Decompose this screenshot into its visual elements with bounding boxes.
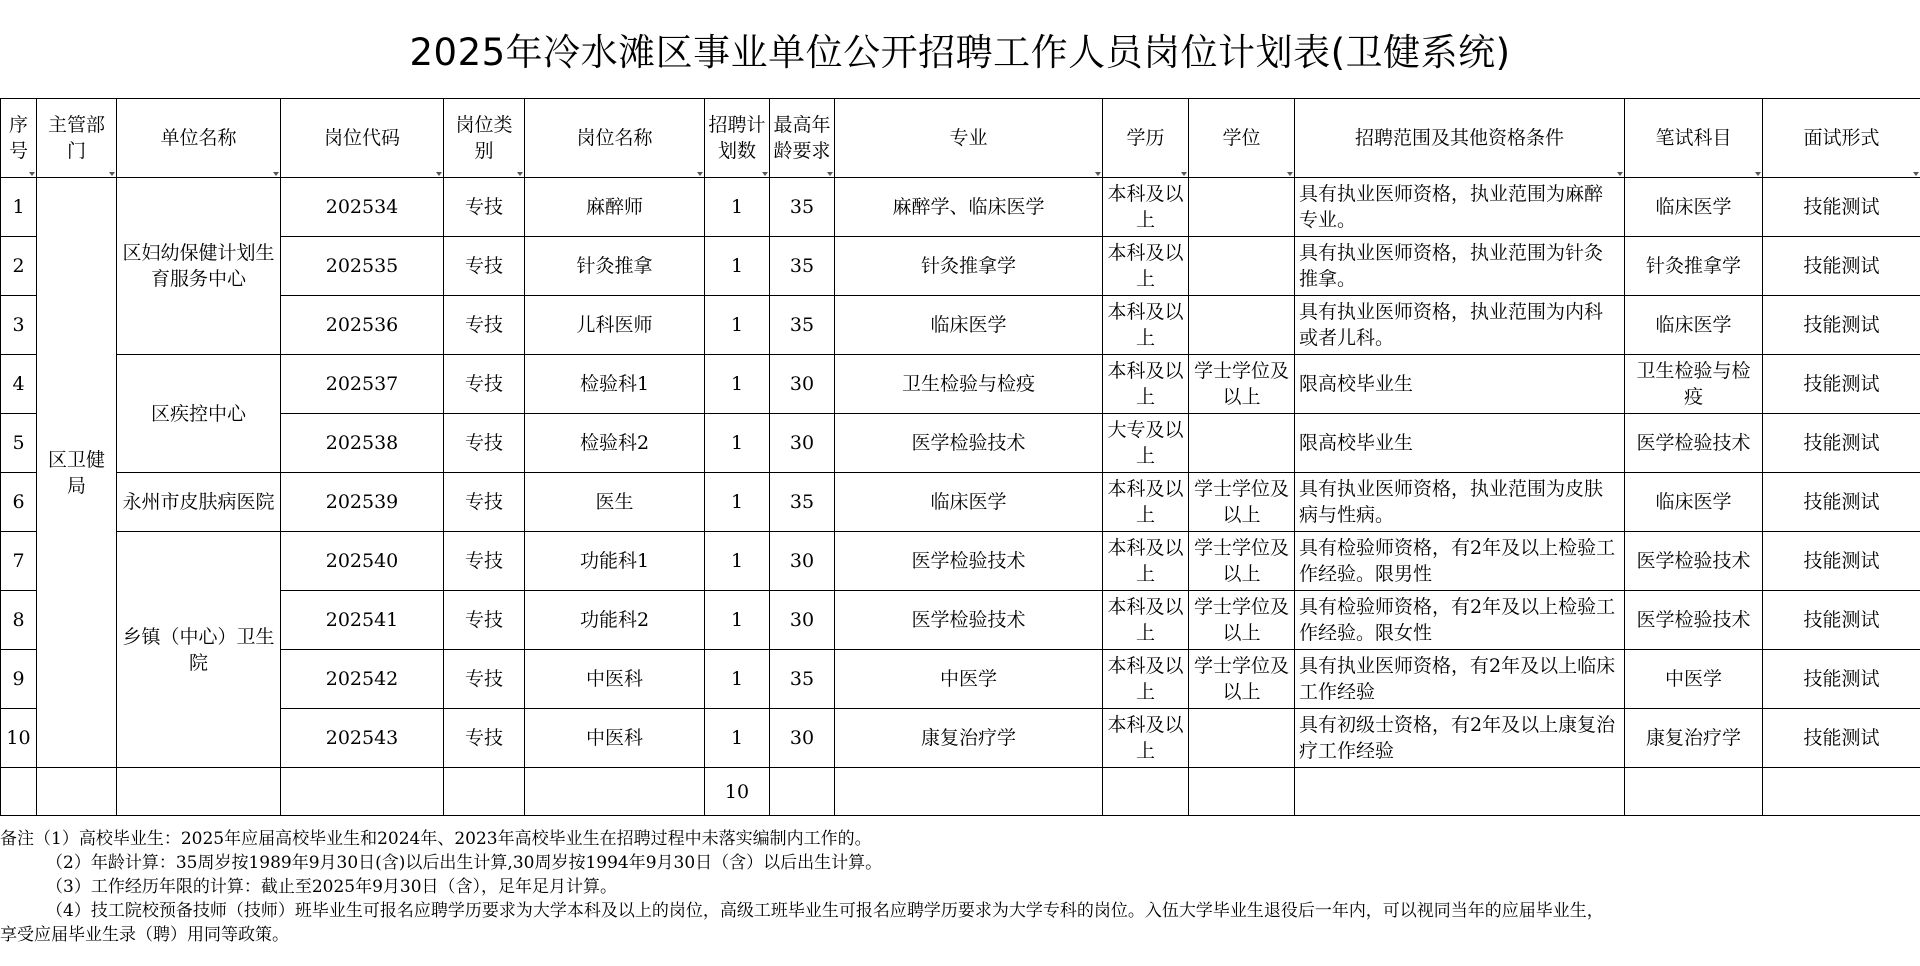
- cell-plan[interactable]: 1: [705, 178, 770, 237]
- cell-seq[interactable]: 10: [1, 709, 37, 768]
- table-row: [1, 237, 1920, 296]
- cell-empty[interactable]: [835, 768, 1103, 816]
- total-row: [1, 768, 1920, 816]
- note-line: （4）技工院校预备技师（技师）班毕业生可报名应聘学历要求为大学本科及以上的岗位，高级工班毕业生可报名应聘学历要求为大学专科的岗位。入伍大学毕业生退役后一年内，可以视同当年的应届毕业生，: [46, 901, 1604, 921]
- cell-exam[interactable]: 医学检验技术: [1625, 532, 1763, 591]
- filter-dropdown-icon[interactable]: [1181, 172, 1187, 176]
- cell-total-plan[interactable]: 10: [705, 768, 770, 816]
- cell-category[interactable]: 专技: [444, 237, 525, 296]
- cell-edu[interactable]: 本科及以上: [1103, 473, 1189, 532]
- filter-dropdown-icon[interactable]: [827, 172, 833, 176]
- cell-age[interactable]: 35: [770, 178, 835, 237]
- table-row: [1, 709, 1920, 768]
- cell-post[interactable]: 麻醉师: [525, 178, 705, 237]
- cell-post[interactable]: 中医科: [525, 709, 705, 768]
- cell-interview[interactable]: 技能测试: [1763, 178, 1920, 237]
- cell-major[interactable]: 中医学: [835, 650, 1103, 709]
- cell-interview[interactable]: 技能测试: [1763, 414, 1920, 473]
- table-row: [1, 178, 1920, 237]
- cell-plan[interactable]: 1: [705, 355, 770, 414]
- table-row: [1, 532, 1920, 591]
- cell-cond[interactable]: 具有执业医师资格，执业范围为皮肤病与性病。: [1295, 473, 1625, 532]
- cell-cond[interactable]: 具有检验师资格，有2年及以上检验工作经验。限女性: [1295, 591, 1625, 650]
- cell-seq[interactable]: 5: [1, 414, 37, 473]
- cell-interview[interactable]: 技能测试: [1763, 473, 1920, 532]
- cell-post[interactable]: 功能科1: [525, 532, 705, 591]
- page-title: 2025年冷水滩区事业单位公开招聘工作人员岗位计划表(卫健系统): [409, 31, 1511, 74]
- cell-exam[interactable]: 针灸推拿学: [1625, 237, 1763, 296]
- header-seq[interactable]: 序号: [1, 99, 37, 178]
- cell-plan[interactable]: 1: [705, 237, 770, 296]
- cell-exam[interactable]: 临床医学: [1625, 178, 1763, 237]
- cell-degree[interactable]: 学士学位及以上: [1189, 591, 1295, 650]
- table-row: [1, 355, 1920, 414]
- cell-unit[interactable]: 乡镇（中心）卫生院: [117, 532, 281, 768]
- cell-post[interactable]: 针灸推拿: [525, 237, 705, 296]
- header-exam[interactable]: 笔试科目: [1625, 99, 1763, 178]
- cell-plan[interactable]: 1: [705, 709, 770, 768]
- filter-dropdown-icon[interactable]: [109, 172, 115, 176]
- header-dept[interactable]: 主管部门: [37, 99, 117, 178]
- cell-empty[interactable]: [1189, 768, 1295, 816]
- cell-age[interactable]: 30: [770, 355, 835, 414]
- cell-edu[interactable]: 本科及以上: [1103, 532, 1189, 591]
- header-code[interactable]: 岗位代码: [281, 99, 444, 178]
- cell-empty[interactable]: [1103, 768, 1189, 816]
- cell-code[interactable]: 202540: [281, 532, 444, 591]
- cell-cond[interactable]: 限高校毕业生: [1295, 355, 1625, 414]
- header-category[interactable]: 岗位类别: [444, 99, 525, 178]
- filter-dropdown-icon[interactable]: [762, 172, 768, 176]
- table-row: [1, 591, 1920, 650]
- cell-major[interactable]: 临床医学: [835, 296, 1103, 355]
- cell-post[interactable]: 医生: [525, 473, 705, 532]
- cell-post[interactable]: 中医科: [525, 650, 705, 709]
- cell-age[interactable]: 35: [770, 650, 835, 709]
- cell-category[interactable]: 专技: [444, 178, 525, 237]
- cell-exam[interactable]: 中医学: [1625, 650, 1763, 709]
- cell-degree[interactable]: 学士学位及以上: [1189, 532, 1295, 591]
- cell-category[interactable]: 专技: [444, 414, 525, 473]
- cell-major[interactable]: 医学检验技术: [835, 591, 1103, 650]
- note-line: 享受应届毕业生录（聘）用同等政策。: [0, 925, 289, 945]
- cell-empty[interactable]: [1, 768, 37, 816]
- cell-interview[interactable]: 技能测试: [1763, 709, 1920, 768]
- footnotes: [0, 827, 1920, 947]
- cell-degree[interactable]: [1189, 414, 1295, 473]
- cell-seq[interactable]: 7: [1, 532, 37, 591]
- table-row: [1, 650, 1920, 709]
- cell-plan[interactable]: 1: [705, 591, 770, 650]
- cell-code[interactable]: 202539: [281, 473, 444, 532]
- cell-empty[interactable]: [281, 768, 444, 816]
- cell-empty[interactable]: [444, 768, 525, 816]
- cell-unit[interactable]: 区妇幼保健计划生育服务中心: [117, 178, 281, 355]
- filter-dropdown-icon[interactable]: [273, 172, 279, 176]
- cell-empty[interactable]: [1763, 768, 1920, 816]
- cell-cond[interactable]: 限高校毕业生: [1295, 414, 1625, 473]
- cell-category[interactable]: 专技: [444, 591, 525, 650]
- filter-dropdown-icon[interactable]: [697, 172, 703, 176]
- cell-cond[interactable]: 具有初级士资格，有2年及以上康复治疗工作经验: [1295, 709, 1625, 768]
- cell-interview[interactable]: 技能测试: [1763, 296, 1920, 355]
- cell-seq[interactable]: 2: [1, 237, 37, 296]
- cell-age[interactable]: 30: [770, 709, 835, 768]
- cell-plan[interactable]: 1: [705, 650, 770, 709]
- cell-interview[interactable]: 技能测试: [1763, 591, 1920, 650]
- header-degree[interactable]: 学位: [1189, 99, 1295, 178]
- cell-age[interactable]: 35: [770, 296, 835, 355]
- cell-edu[interactable]: 本科及以上: [1103, 650, 1189, 709]
- cell-unit[interactable]: 永州市皮肤病医院: [117, 473, 281, 532]
- cell-degree[interactable]: [1189, 709, 1295, 768]
- header-interview[interactable]: 面试形式: [1763, 99, 1920, 178]
- table-row: [1, 296, 1920, 355]
- cell-seq[interactable]: 4: [1, 355, 37, 414]
- filter-dropdown-icon[interactable]: [1287, 172, 1293, 176]
- cell-seq[interactable]: 9: [1, 650, 37, 709]
- cell-exam[interactable]: 临床医学: [1625, 473, 1763, 532]
- cell-empty[interactable]: [117, 768, 281, 816]
- cell-exam[interactable]: 医学检验技术: [1625, 414, 1763, 473]
- table-row: [1, 473, 1920, 532]
- table-row: [1, 414, 1920, 473]
- cell-degree[interactable]: [1189, 237, 1295, 296]
- header-edu[interactable]: 学历: [1103, 99, 1189, 178]
- header-age[interactable]: 最高年龄要求: [770, 99, 835, 178]
- cell-code[interactable]: 202542: [281, 650, 444, 709]
- header-plan[interactable]: 招聘计划数: [705, 99, 770, 178]
- cell-degree[interactable]: [1189, 178, 1295, 237]
- cell-degree[interactable]: 学士学位及以上: [1189, 650, 1295, 709]
- cell-category[interactable]: 专技: [444, 473, 525, 532]
- cell-edu[interactable]: 本科及以上: [1103, 296, 1189, 355]
- header-post[interactable]: 岗位名称: [525, 99, 705, 178]
- cell-empty[interactable]: [1295, 768, 1625, 816]
- filter-dropdown-icon[interactable]: [29, 172, 35, 176]
- cell-category[interactable]: 专技: [444, 296, 525, 355]
- filter-dropdown-icon[interactable]: [1913, 172, 1919, 176]
- cell-major[interactable]: 医学检验技术: [835, 532, 1103, 591]
- cell-major[interactable]: 临床医学: [835, 473, 1103, 532]
- cell-category[interactable]: 专技: [444, 650, 525, 709]
- cell-edu[interactable]: 本科及以上: [1103, 178, 1189, 237]
- cell-plan[interactable]: 1: [705, 473, 770, 532]
- cell-dept[interactable]: 区卫健局: [37, 178, 117, 768]
- cell-code[interactable]: 202536: [281, 296, 444, 355]
- cell-edu[interactable]: 大专及以上: [1103, 414, 1189, 473]
- cell-plan[interactable]: 1: [705, 532, 770, 591]
- cell-degree[interactable]: [1189, 296, 1295, 355]
- header-row: [1, 99, 1920, 178]
- cell-unit[interactable]: 区疾控中心: [117, 355, 281, 473]
- header-major[interactable]: 专业: [835, 99, 1103, 178]
- cell-interview[interactable]: 技能测试: [1763, 237, 1920, 296]
- cell-plan[interactable]: 1: [705, 414, 770, 473]
- cell-seq[interactable]: 8: [1, 591, 37, 650]
- cell-cond[interactable]: 具有执业医师资格，执业范围为内科或者儿科。: [1295, 296, 1625, 355]
- cell-edu[interactable]: 本科及以上: [1103, 709, 1189, 768]
- note-line: （3）工作经历年限的计算：截止至2025年9月30日（含），足年足月计算。: [46, 877, 618, 897]
- cell-seq[interactable]: 6: [1, 473, 37, 532]
- cell-cond[interactable]: 具有执业医师资格，执业范围为麻醉专业。: [1295, 178, 1625, 237]
- cell-major[interactable]: 卫生检验与检疫: [835, 355, 1103, 414]
- cell-post[interactable]: 检验科1: [525, 355, 705, 414]
- cell-post[interactable]: 检验科2: [525, 414, 705, 473]
- cell-code[interactable]: 202541: [281, 591, 444, 650]
- position-plan-table: [0, 98, 1920, 816]
- cell-empty[interactable]: [1625, 768, 1763, 816]
- cell-exam[interactable]: 康复治疗学: [1625, 709, 1763, 768]
- cell-code[interactable]: 202538: [281, 414, 444, 473]
- cell-age[interactable]: 30: [770, 414, 835, 473]
- cell-code[interactable]: 202535: [281, 237, 444, 296]
- filter-dropdown-icon[interactable]: [1755, 172, 1761, 176]
- cell-code[interactable]: 202534: [281, 178, 444, 237]
- cell-cond[interactable]: 具有执业医师资格，有2年及以上临床工作经验: [1295, 650, 1625, 709]
- cell-degree[interactable]: 学士学位及以上: [1189, 355, 1295, 414]
- cell-major[interactable]: 康复治疗学: [835, 709, 1103, 768]
- header-unit[interactable]: 单位名称: [117, 99, 281, 178]
- cell-empty[interactable]: [770, 768, 835, 816]
- cell-code[interactable]: 202537: [281, 355, 444, 414]
- cell-edu[interactable]: 本科及以上: [1103, 237, 1189, 296]
- cell-cond[interactable]: 具有检验师资格，有2年及以上检验工作经验。限男性: [1295, 532, 1625, 591]
- cell-age[interactable]: 30: [770, 591, 835, 650]
- cell-age[interactable]: 35: [770, 237, 835, 296]
- cell-age[interactable]: 30: [770, 532, 835, 591]
- cell-edu[interactable]: 本科及以上: [1103, 355, 1189, 414]
- cell-seq[interactable]: 3: [1, 296, 37, 355]
- cell-exam[interactable]: 医学检验技术: [1625, 591, 1763, 650]
- header-cond[interactable]: 招聘范围及其他资格条件: [1295, 99, 1625, 178]
- cell-edu[interactable]: 本科及以上: [1103, 591, 1189, 650]
- cell-exam[interactable]: 卫生检验与检疫: [1625, 355, 1763, 414]
- cell-cond[interactable]: 具有执业医师资格，执业范围为针灸推拿。: [1295, 237, 1625, 296]
- cell-category[interactable]: 专技: [444, 355, 525, 414]
- cell-code[interactable]: 202543: [281, 709, 444, 768]
- cell-category[interactable]: 专技: [444, 532, 525, 591]
- cell-seq[interactable]: 1: [1, 178, 37, 237]
- cell-interview[interactable]: 技能测试: [1763, 355, 1920, 414]
- filter-dropdown-icon[interactable]: [1617, 172, 1623, 176]
- cell-major[interactable]: 麻醉学、临床医学: [835, 178, 1103, 237]
- cell-age[interactable]: 35: [770, 473, 835, 532]
- filter-dropdown-icon[interactable]: [436, 172, 442, 176]
- cell-exam[interactable]: 临床医学: [1625, 296, 1763, 355]
- cell-major[interactable]: 医学检验技术: [835, 414, 1103, 473]
- note-line: （2）年龄计算：35周岁按1989年9月30日(含)以后出生计算,30周岁按1994年9月30日（含）以后出生计算。: [46, 853, 883, 873]
- filter-dropdown-icon[interactable]: [517, 172, 523, 176]
- filter-dropdown-icon[interactable]: [1095, 172, 1101, 176]
- note-line: 备注（1）高校毕业生：2025年应届高校毕业生和2024年、2023年高校毕业生在招聘过程中未落实编制内工作的。: [0, 829, 872, 849]
- cell-empty[interactable]: [525, 768, 705, 816]
- cell-category[interactable]: 专技: [444, 709, 525, 768]
- cell-interview[interactable]: 技能测试: [1763, 532, 1920, 591]
- cell-interview[interactable]: 技能测试: [1763, 650, 1920, 709]
- cell-plan[interactable]: 1: [705, 296, 770, 355]
- cell-degree[interactable]: 学士学位及以上: [1189, 473, 1295, 532]
- cell-post[interactable]: 儿科医师: [525, 296, 705, 355]
- cell-post[interactable]: 功能科2: [525, 591, 705, 650]
- cell-empty[interactable]: [37, 768, 117, 816]
- cell-major[interactable]: 针灸推拿学: [835, 237, 1103, 296]
